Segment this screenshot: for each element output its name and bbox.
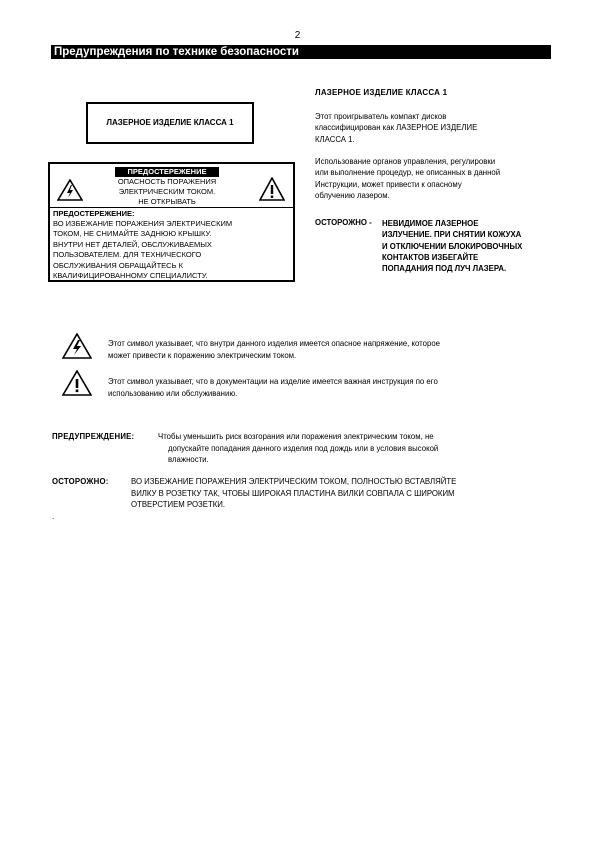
body-line: ТОКОМ, НЕ СНИМАЙТЕ ЗАДНЮЮ КРЫШКУ. (53, 229, 212, 239)
lightning-symbol-description (108, 338, 548, 361)
note-line: ОТВЕРСТИЕМ РОЗЕТКИ. (131, 500, 226, 509)
body-line: ПОЛЬЗОВАТЕЛЕМ. ДЛЯ ТЕХНИЧЕСКОГО (53, 250, 202, 260)
note-line: ВО ИЗБЕЖАНИЕ ПОРАЖЕНИЯ ЭЛЕКТРИЧЕСКИМ ТОКОМ, ПОЛНОСТЬЮ ВСТАВЛЯЙТЕ (131, 477, 457, 486)
rain-warning-label: ПРЕДУПРЕЖДЕНИЕ: (52, 432, 135, 441)
paragraph-line: Использование органов управления, регулировки (315, 157, 496, 166)
lightning-warning-icon (62, 333, 92, 359)
warning-box-body (53, 219, 291, 281)
laser-class-heading: ЛАЗЕРНОЕ ИЗДЕЛИЕ КЛАССА 1 (315, 88, 448, 97)
page-title: Предупреждения по технике безопасности (51, 45, 551, 59)
laser-class-label-box (86, 102, 254, 144)
laser-class-label: ЛАЗЕРНОЕ ИЗДЕЛИЕ КЛАССА 1 (106, 118, 234, 127)
paragraph-line: Инструкции, может привести к опасному (315, 179, 462, 189)
warning-box-divider (50, 207, 293, 208)
warning-box-subheader (102, 177, 232, 207)
page-number: 2 (294, 30, 301, 41)
laser-class-paragraph (315, 111, 555, 145)
caution-line: НЕВИДИМОЕ ЛАЗЕРНОЕ (382, 219, 479, 228)
plug-caution-label: ОСТОРОЖНО: (52, 477, 109, 486)
paragraph-line: КЛАССА 1. (315, 134, 355, 144)
exclamation-symbol-description (108, 376, 548, 399)
symbol-line: использованию или обслуживанию. (108, 388, 238, 398)
note-line: Чтобы уменьшить риск возгорания или поражения электрическим током, не (158, 432, 434, 441)
laser-exposure-paragraph (315, 156, 555, 201)
plug-caution-text (131, 476, 561, 511)
caution-line: И ОТКЛЮЧЕНИИ БЛОКИРОВОЧНЫХ (382, 241, 523, 251)
caution-line: ИЗЛУЧЕНИЕ. ПРИ СНЯТИИ КОЖУХА (382, 230, 522, 240)
note-line: ВИЛКУ В РОЗЕТКУ ТАК, ЧТОБЫ ШИРОКАЯ ПЛАСТИНА ВИЛКИ СОВПАЛА С ШИРОКИМ (131, 488, 455, 498)
rain-warning-text (158, 431, 553, 466)
warning-box-title: ПРЕДОСТЕРЕЖЕНИЕ: (53, 209, 135, 218)
shock-warning-box (48, 162, 295, 282)
lightning-warning-icon (57, 179, 83, 201)
body-line: ОБСЛУЖИВАНИЯ ОБРАЩАЙТЕСЬ К (53, 260, 183, 270)
paragraph-line: Этот проигрыватель компакт дисков (315, 112, 447, 121)
paragraph-line: или выполнение процедур, не описанных в данной (315, 168, 501, 178)
paragraph-line: классифицирован как ЛАЗЕРНОЕ ИЗДЕЛИЕ (315, 123, 478, 133)
body-line: КВАЛИФИЦИРОВАННОМУ СПЕЦИАЛИСТУ. (53, 271, 208, 281)
laser-caution-text (382, 218, 557, 274)
subheader-line: ОПАСНОСТЬ ПОРАЖЕНИЯ (117, 177, 217, 186)
paragraph-line: облучению лазером. (315, 190, 390, 200)
exclamation-warning-icon (259, 177, 285, 201)
note-line: допускайте попадания данного изделия под дождь или в условия высокой (168, 443, 439, 453)
note-line: влажности. (168, 455, 209, 464)
warning-box-header: ПРЕДОСТЕРЕЖЕНИЕ (115, 167, 219, 177)
symbol-line: Этот символ указывает, что в документации на изделие имеется важная инструкция по его (108, 377, 438, 386)
body-line: ВО ИЗБЕЖАНИЕ ПОРАЖЕНИЯ ЭЛЕКТРИЧЕСКИМ (53, 219, 233, 228)
stray-mark: . (52, 512, 55, 521)
body-line: ВНУТРИ НЕТ ДЕТАЛЕЙ, ОБСЛУЖИВАЕМЫХ (53, 239, 212, 249)
symbol-line: может привести к поражению электрическим током. (108, 350, 297, 360)
subheader-line: ЭЛЕКТРИЧЕСКИМ ТОКОМ. (118, 187, 216, 196)
subheader-line: НЕ ОТКРЫВАТЬ (138, 197, 196, 206)
symbol-line: Этот символ указывает, что внутри данного изделия имеется опасное напряжение, которое (108, 339, 441, 348)
caution-line: КОНТАКТОВ ИЗБЕГАЙТЕ (382, 252, 479, 262)
exclamation-warning-icon (62, 370, 92, 396)
laser-caution-label: ОСТОРОЖНО - (315, 218, 372, 227)
caution-line: ПОПАДАНИЯ ПОД ЛУЧ ЛАЗЕРА. (382, 264, 507, 274)
